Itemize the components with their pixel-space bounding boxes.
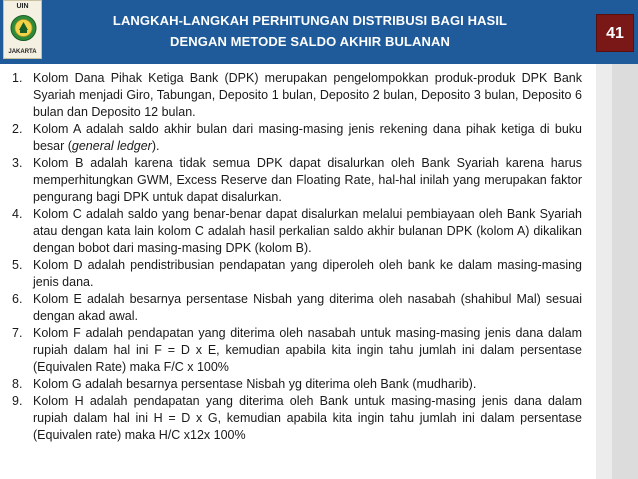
- list-item-number: 9.: [12, 394, 23, 408]
- list-item: [0, 376, 600, 393]
- emblem-icon: [10, 13, 37, 45]
- list-item-number: 5.: [12, 258, 23, 272]
- right-margin-bar: [612, 64, 638, 479]
- list-item-text: Kolom F adalah pendapatan yang diterima oleh nasabah untuk masing-masing jenis dana dalam rupiah dalam hal ini F = D x E, kemudian apabila kita ingin tahu jumlah ini dalam persentase (Equivalen Rate) maka F/C x 100%: [33, 326, 582, 374]
- list-item-text-end: ).: [151, 139, 160, 153]
- list-item-text: Kolom G adalah besarnya persentase Nisbah yg diterima oleh Bank (mudharib).: [33, 377, 477, 391]
- list-item: [0, 291, 600, 325]
- slide-title: [80, 10, 540, 52]
- logo-top-text: UIN: [16, 3, 29, 10]
- list-item-number: 1.: [12, 71, 23, 85]
- list-item: [0, 206, 600, 257]
- list-item: [0, 325, 600, 376]
- list-item-text: Kolom A adalah saldo akhir bulan dari masing-masing jenis rekening dana pihak ketiga di buku besar (: [33, 122, 582, 153]
- list-item: [0, 121, 600, 155]
- list-item: [0, 70, 600, 121]
- list-item-number: 3.: [12, 156, 23, 170]
- list-item-number: 7.: [12, 326, 23, 340]
- list-item-text: Kolom C adalah saldo yang benar-benar dapat disalurkan melalui pembiayaan oleh Bank Syariah atau dengan kata lain kolom C adalah hasil perkalian saldo akhir bulanan DPK (kolom A) dikalikan dengan bobot dari masing-masing DPK (kolom B).: [33, 207, 582, 255]
- slide-title-line-2: DENGAN METODE SALDO AKHIR BULANAN: [170, 34, 450, 49]
- logo-bottom-text: JAKARTA: [8, 49, 37, 55]
- list-item: [0, 393, 600, 444]
- list-item-text: Kolom D adalah pendistribusian pendapatan yang diperoleh oleh bank ke dalam masing-masing jenis dana.: [33, 258, 582, 289]
- step-list: [0, 70, 600, 444]
- list-item-number: 4.: [12, 207, 23, 221]
- university-logo: [3, 0, 42, 59]
- list-item-number: 6.: [12, 292, 23, 306]
- list-item-text: Kolom B adalah karena tidak semua DPK dapat disalurkan oleh Bank Syariah karena harus memperhitungkan GWM, Excess Reserve dan Floating Rate, hal-hal inilah yang merupakan faktor pengurang bagi DPK untuk dapat disalurkan.: [33, 156, 582, 204]
- slide-header: [0, 0, 638, 64]
- list-item-number: 8.: [12, 377, 23, 391]
- list-item: [0, 257, 600, 291]
- list-item-number: 2.: [12, 122, 23, 136]
- list-item-text: Kolom E adalah besarnya persentase Nisbah yang diterima oleh nasabah (shahibul Mal) sesuai dengan akad awal.: [33, 292, 582, 323]
- page-number-badge: 41: [596, 14, 634, 52]
- list-item: [0, 155, 600, 206]
- list-item-italic-term: general ledger: [71, 139, 152, 153]
- list-item-text: Kolom Dana Pihak Ketiga Bank (DPK) merupakan pengelompokkan produk-produk DPK Bank Syariah menjadi Giro, Tabungan, Deposito 1 bulan, Deposito 2 bulan, Deposito 3 bulan, Deposito 6 bulan dan Deposito 12 bulan.: [33, 71, 582, 119]
- slide-title-line-1: LANGKAH-LANGKAH PERHITUNGAN DISTRIBUSI BAGI HASIL: [112, 13, 508, 28]
- list-item-text: Kolom H adalah pendapatan yang diterima oleh Bank untuk masing-masing jenis dana dalam rupiah dalam hal ini H = D x G, kemudian apabila kita ingin tahu jumlah ini dalam persentase (Equivalen rate) maka H/C x12x 100%: [33, 394, 582, 442]
